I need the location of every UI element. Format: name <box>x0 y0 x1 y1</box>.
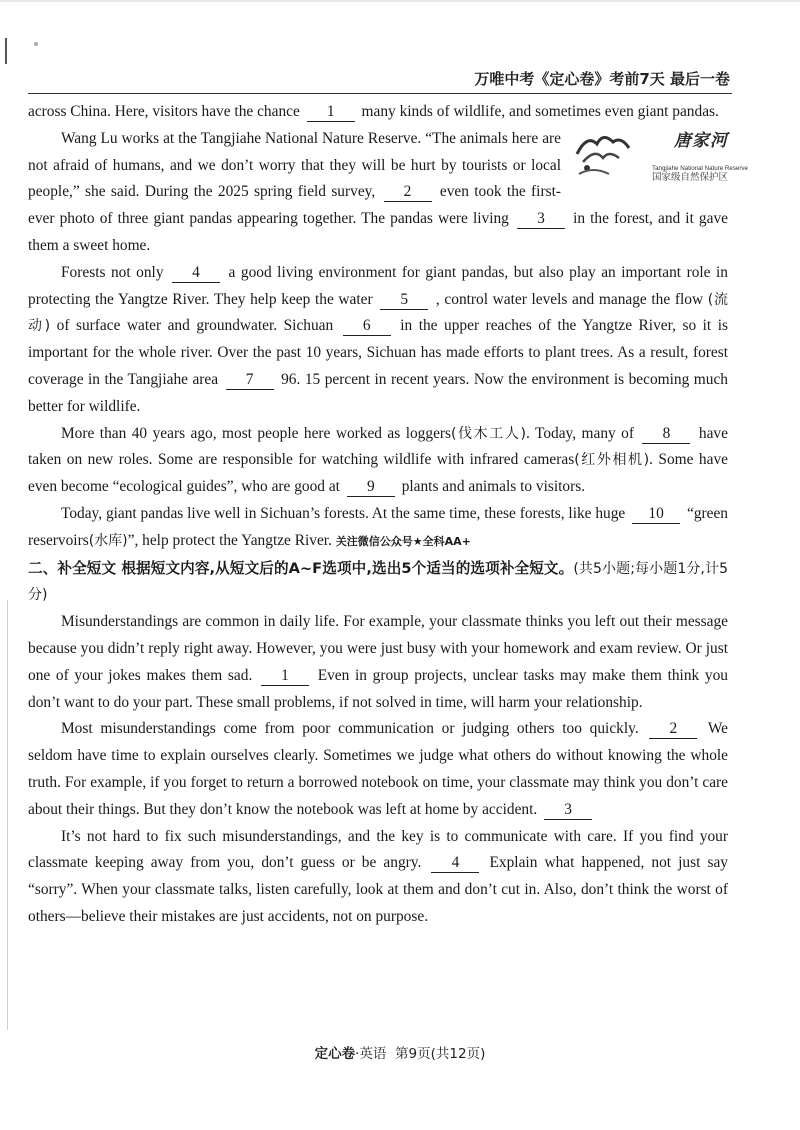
text: a good living environment for giant pandas, but also play an important role in protecting the Yangtze River. They help keep the water <box>28 263 728 308</box>
gloss: (伐木工人) <box>451 425 526 442</box>
text: in the forest, and it gave them a sweet home. <box>28 210 728 254</box>
logo-subtitle: 国家级自然保护区 <box>652 171 729 183</box>
text: 96. 15 percent in recent years. Now the environment is becoming much better for wildlife. <box>28 370 728 415</box>
text: across China. Here, visitors have the chance <box>28 103 300 120</box>
gloss: (红外相机) <box>574 452 650 469</box>
blank-4: 4 <box>172 264 220 283</box>
passage2-paragraph-3 <box>28 824 728 931</box>
text: of surface water and groundwater. Sichuan <box>56 317 334 335</box>
blank-10: 10 <box>632 505 680 524</box>
text: Most misunderstandings come from poor communication or judging others too quickly. <box>61 720 639 738</box>
page-content <box>28 99 748 931</box>
text: Today, giant pandas live well in Sichuan’s forests. At the same time, these forests, like huge <box>61 504 626 522</box>
text: It’s not hard to fix such misunderstandings, and the key is to communicate with care. If you find your classmate keeping away from you, don’t guess or be angry. <box>28 827 728 872</box>
blank-8: 8 <box>642 425 690 444</box>
page-footer <box>0 1042 800 1062</box>
binding-mark <box>5 38 7 64</box>
blank-3: 3 <box>517 210 565 229</box>
text: We seldom have time to explain ourselves clearly. Sometimes we judge what others do without knowing the whole truth. For example, if you forget to return a borrowed notebook on time, your classmate may think you don’t care about their things. But they don’t know the notebook was left at home by accident. <box>28 720 728 818</box>
blank-1: 1 <box>261 667 309 686</box>
passage1-paragraph-0 <box>28 99 728 126</box>
text: “green reservoirs <box>28 504 728 549</box>
blank-2: 2 <box>384 183 432 202</box>
text: have taken on new roles. Some are responsible for watching wildlife with infrared cameras <box>28 424 728 469</box>
scan-edge <box>0 0 800 2</box>
passage2-paragraph-1 <box>28 609 728 716</box>
text: in the upper reaches of the Yangtze River, so it is important for the whole river. Over the past 10 years, Sichuan has made efforts to plant trees. As a result, forest coverage in the Tangjiahe area <box>28 317 728 388</box>
scan-dot <box>34 42 38 46</box>
blank-5: 5 <box>380 291 428 310</box>
text: even took the first-ever photo of three giant pandas appearing together. The pandas were living <box>28 183 561 228</box>
text: More than 40 years ago, most people here worked as loggers <box>61 424 452 442</box>
text: Forests not only <box>61 263 164 281</box>
text: , control water levels and manage the flow <box>435 290 704 308</box>
passage1-paragraph-1 <box>28 126 748 260</box>
passage1-paragraph-4 <box>28 501 728 556</box>
text: plants and animals to visitors. <box>401 478 586 496</box>
passage1-paragraph-2 <box>28 260 728 421</box>
page-header: 万唯中考《定心卷》考前7天 最后一卷 <box>474 70 730 88</box>
footer-separator: · <box>355 1046 360 1062</box>
gloss: (流动) <box>28 291 728 335</box>
text: . Today, many of <box>525 424 634 442</box>
gloss: (水库) <box>88 532 128 549</box>
text: Explain what happened, not just say “sorry”. When your classmate talks, listen carefully, look at them and don’t cut in. Also, don’t think the worst of others—believe their mistakes are just accidents, not on purpose. <box>28 854 728 925</box>
text: ”, help protect the Yangtze River. <box>127 531 332 549</box>
blank-6: 6 <box>343 317 391 336</box>
text: Even in group projects, unclear tasks may make them think you don’t want to do your part. These small problems, if not solved in time, will harm your relationship. <box>28 666 728 711</box>
text: . Some have even become “ecological guides”, who are good at <box>28 451 728 496</box>
section-heading <box>28 556 728 610</box>
watermark-note: 关注微信公众号★全科AA+ <box>335 534 471 548</box>
nature-reserve-logo <box>573 128 748 184</box>
text: Wang Lu works at the Tangjiahe National Nature Reserve. “The animals here are not afraid of humans, and we don’t worry that they will be hurt by tourists or local people,” she said. During the 2025 spring field survey, <box>28 129 561 201</box>
passage2-paragraph-2 <box>28 716 728 823</box>
page-number: 第9页(共12页) <box>395 1046 486 1062</box>
section-title: 二、补全短文 根据短文内容,从短文后的A~F选项中,选出5个适当的选项补全短文。 <box>28 559 574 577</box>
blank-4: 4 <box>431 854 479 873</box>
blank-2: 2 <box>649 720 697 739</box>
section-note: (共5小题;每小题1分,计5分) <box>28 560 728 604</box>
header-divider <box>28 93 732 94</box>
logo-english-name: Tangjiahe National Nature Reserve <box>652 164 748 172</box>
footer-subject: 英语 <box>359 1046 387 1062</box>
logo-name: 唐家河 <box>674 130 728 151</box>
margin-line <box>7 600 8 1030</box>
text: Misunderstandings are common in daily life. For example, your classmate thinks you left out their message because you didn’t reply right away. However, you were just busy with your homework and exam review. Or just one of your jokes makes them sad. <box>28 613 728 684</box>
footer-brand: 定心卷 <box>314 1046 356 1062</box>
blank-7: 7 <box>226 371 274 390</box>
text: many kinds of wildlife, and sometimes even giant pandas. <box>361 103 719 120</box>
blank-9: 9 <box>347 478 395 497</box>
blank-3: 3 <box>544 801 592 820</box>
blank-1: 1 <box>307 103 355 122</box>
passage1-paragraph-3 <box>28 421 728 501</box>
